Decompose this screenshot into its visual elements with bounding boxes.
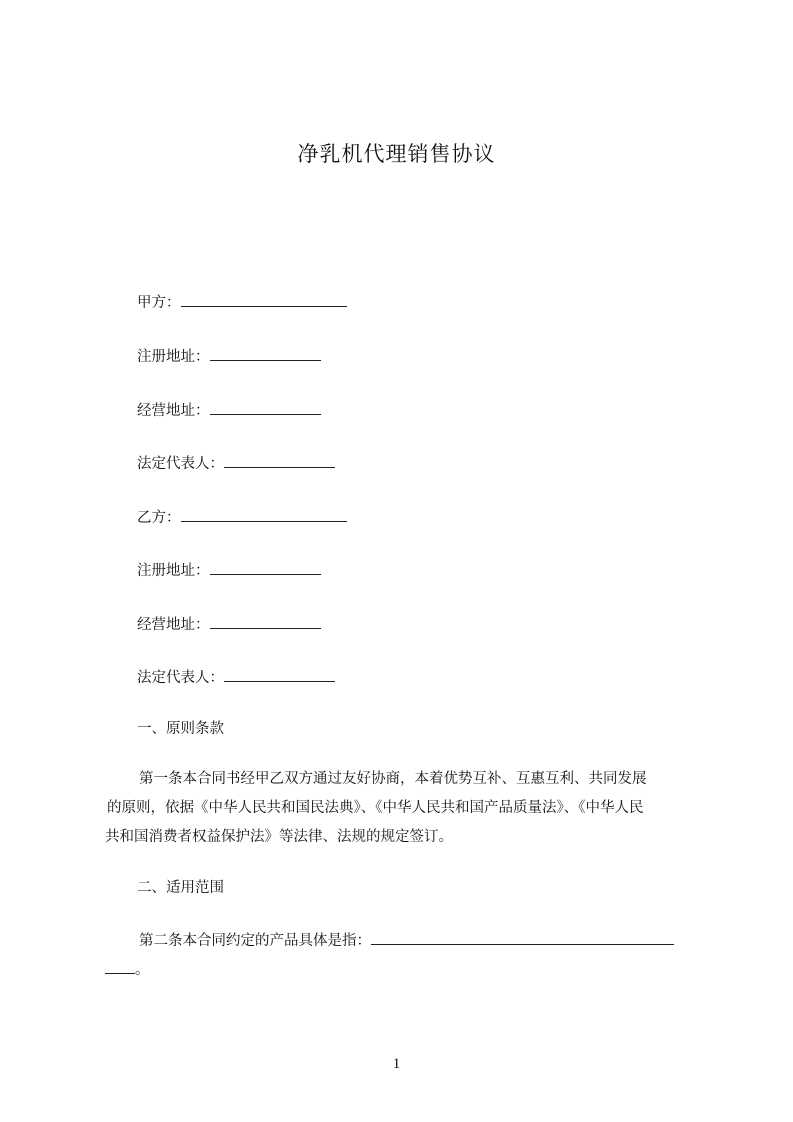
party-b-legal-rep-label: 法定代表人：: [137, 670, 224, 686]
party-b-biz-address-blank[interactable]: [210, 613, 321, 629]
party-b-name-field: [137, 506, 347, 528]
article-1-line: 共和国消费者权益保护法》等法律、法规的规定签订。: [105, 829, 453, 845]
article-2-paragraph: [105, 927, 703, 985]
party-a-reg-address-field: [137, 345, 321, 367]
party-a-legal-rep-field: [137, 452, 335, 474]
section-heading-scope: 二、适用范围: [137, 880, 224, 896]
party-a-biz-address-field: [137, 399, 321, 421]
article-1-line: 第一条本合同书经甲乙双方通过友好协商，本着优势互补、互惠互利、共同发展: [139, 771, 647, 787]
party-a-biz-address-blank[interactable]: [210, 399, 321, 415]
party-a-name-blank[interactable]: [181, 291, 347, 307]
article-2-end: 。: [135, 962, 150, 978]
article-2-text: 第二条本合同约定的产品具体是指：: [139, 933, 371, 949]
section-heading-principles: 一、原则条款: [137, 721, 224, 737]
party-a-reg-address-blank[interactable]: [210, 345, 321, 361]
article-1-paragraph: [105, 765, 703, 852]
party-b-reg-address-label: 注册地址：: [137, 563, 210, 579]
party-a-name-label: 甲方：: [137, 295, 181, 311]
party-b-name-blank[interactable]: [181, 506, 347, 522]
article-1-line: 的原则，依据《中华人民共和国民法典》、《中华人民共和国产品质量法》、《中华人民: [107, 800, 644, 816]
article-2-line: [105, 927, 703, 956]
page-number: 1: [392, 1056, 401, 1072]
party-a-biz-address-label: 经营地址：: [137, 403, 210, 419]
party-b-legal-rep-blank[interactable]: [224, 666, 335, 682]
party-b-biz-address-label: 经营地址：: [137, 617, 210, 633]
document-title: 净乳机代理销售协议: [297, 142, 496, 166]
party-b-legal-rep-field: [137, 666, 335, 688]
product-spec-blank-continued[interactable]: [105, 958, 135, 974]
party-a-reg-address-label: 注册地址：: [137, 349, 210, 365]
article-2-line: [105, 956, 703, 985]
product-spec-blank[interactable]: [371, 929, 674, 945]
party-a-legal-rep-label: 法定代表人：: [137, 456, 224, 472]
party-b-reg-address-blank[interactable]: [210, 559, 321, 575]
party-b-name-label: 乙方：: [137, 510, 181, 526]
party-b-reg-address-field: [137, 559, 321, 581]
party-b-biz-address-field: [137, 613, 321, 635]
party-a-name-field: [137, 291, 347, 313]
party-a-legal-rep-blank[interactable]: [224, 452, 335, 468]
